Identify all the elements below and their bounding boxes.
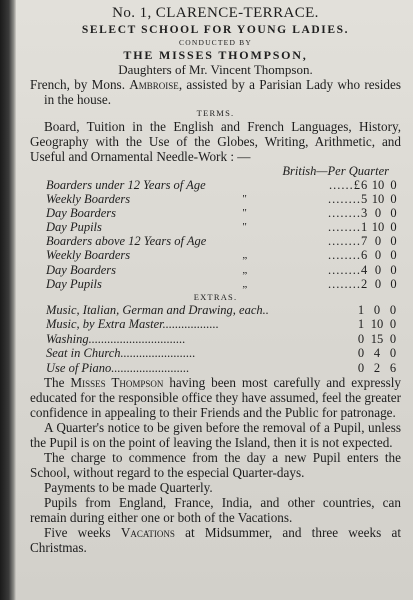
extra-shillings: 10 bbox=[370, 317, 384, 332]
currency-heading: British—Per Quarter bbox=[282, 164, 389, 178]
fee-label: Weekly Boarders bbox=[46, 248, 131, 263]
extra-label: Music, by Extra Master.................. bbox=[46, 317, 219, 332]
fee-shillings: 0 bbox=[374, 234, 382, 249]
fee-row bbox=[30, 263, 401, 277]
fee-label: Day Pupils bbox=[46, 276, 102, 291]
fee-row bbox=[30, 248, 401, 262]
fee-pence: 0 bbox=[390, 262, 397, 277]
fee-pounds: ........4 bbox=[327, 262, 369, 277]
extra-shillings: 0 bbox=[373, 302, 381, 317]
extra-shillings: 15 bbox=[370, 331, 384, 346]
fee-shillings: 0 bbox=[374, 276, 382, 291]
fee-label: Day Boarders bbox=[46, 206, 117, 221]
proprietors-name: THE MISSES THOMPSON, bbox=[123, 48, 308, 62]
terms-heading: TERMS. bbox=[196, 108, 235, 118]
extra-pounds: 0 bbox=[357, 331, 365, 346]
extra-pence: 0 bbox=[389, 317, 397, 332]
extra-label: Use of Piano......................... bbox=[46, 360, 190, 375]
conducted-by: CONDUCTED BY bbox=[179, 38, 252, 47]
fee-pence: 0 bbox=[390, 248, 397, 263]
extra-pence: 6 bbox=[389, 360, 397, 375]
address-heading: No. 1, CLARENCE-TERRACE. bbox=[112, 5, 319, 21]
fee-pounds: ........1 bbox=[327, 220, 369, 235]
fee-shillings: 10 bbox=[371, 178, 385, 192]
fee-ditto: " bbox=[242, 221, 247, 234]
extra-shillings: 2 bbox=[373, 360, 381, 375]
extra-row bbox=[30, 346, 401, 361]
extra-pence: 0 bbox=[389, 302, 397, 317]
fee-pence: 0 bbox=[390, 234, 397, 249]
fee-ditto: „ bbox=[242, 277, 248, 290]
fee-pence: 0 bbox=[390, 220, 397, 235]
fee-ditto bbox=[242, 178, 290, 192]
fee-row bbox=[30, 220, 401, 234]
extra-shillings: 4 bbox=[373, 346, 381, 361]
fee-pounds: ........6 bbox=[327, 248, 369, 263]
extra-row bbox=[30, 303, 401, 318]
fee-pence: 0 bbox=[390, 206, 397, 221]
fee-shillings: 0 bbox=[374, 262, 382, 277]
extra-row bbox=[30, 317, 401, 332]
fee-pence: 0 bbox=[390, 276, 397, 291]
extra-pounds: 0 bbox=[357, 360, 365, 375]
fee-label: Boarders under 12 Years of Age bbox=[46, 178, 206, 192]
extra-label: Seat in Church........................ bbox=[46, 346, 196, 361]
fee-row bbox=[30, 206, 401, 220]
extra-pounds: 1 bbox=[357, 317, 365, 332]
fee-ditto: " bbox=[242, 207, 247, 220]
fee-label: Weekly Boarders bbox=[46, 192, 131, 207]
extra-pounds: 1 bbox=[357, 302, 365, 317]
qualification-paragraph: The Misses Thompson having been most carefully and expressly educated for the responsible office they have assumed, feel the greater confidence in appealing to their Friends and the Public for patronage. bbox=[30, 375, 401, 421]
notice-paragraph: A Quarter's notice to be given before the removal of a Pupil, unless the Pupil is on the point of leaving the Island, then it is not expected. bbox=[30, 420, 401, 451]
fee-pounds: ........3 bbox=[327, 206, 369, 221]
vacations-paragraph: Five weeks Vacations at Midsummer, and three weeks at Christmas. bbox=[30, 525, 401, 556]
fee-label: Day Boarders bbox=[46, 262, 117, 277]
fee-pence: 0 bbox=[390, 178, 397, 192]
fee-ditto: „ bbox=[242, 249, 248, 262]
fee-ditto bbox=[242, 234, 290, 248]
fee-pounds: ........5 bbox=[327, 192, 369, 207]
fees-table bbox=[30, 178, 401, 291]
fee-ditto: " bbox=[242, 193, 247, 206]
extras-table bbox=[30, 303, 401, 376]
fee-row bbox=[30, 178, 401, 192]
fee-shillings: 0 bbox=[374, 248, 382, 263]
fee-row bbox=[30, 192, 401, 206]
daughters-line: Daughters of Mr. Vincent Thompson. bbox=[118, 62, 313, 77]
fee-pence: 0 bbox=[390, 192, 397, 207]
french-tutor-line: French, by Mons. Ambroise, assisted by a Parisian Lady who resides in the house. bbox=[30, 77, 401, 107]
fee-pounds: ........2 bbox=[327, 276, 369, 291]
fee-pounds: ......£6 bbox=[328, 178, 369, 192]
extras-heading: EXTRAS. bbox=[193, 291, 238, 302]
fee-row bbox=[30, 234, 401, 248]
fee-row bbox=[30, 277, 401, 291]
charge-paragraph: The charge to commence from the day a new Pupil enters the School, without regard to the especial Quarter-days. bbox=[30, 450, 401, 481]
fee-ditto: „ bbox=[242, 263, 248, 276]
extra-label: Washing............................... bbox=[46, 331, 186, 346]
fee-label: Boarders above 12 Years of Age bbox=[46, 234, 207, 249]
extra-row bbox=[30, 332, 401, 347]
extra-pence: 0 bbox=[389, 331, 397, 346]
terms-intro: Board, Tuition in the English and French Languages, History, Geography with the Use of the Globes, Writing, Arithmetic, and Useful and Ornamental Needle-Work : — bbox=[30, 119, 401, 164]
fee-shillings: 0 bbox=[374, 206, 382, 221]
fee-shillings: 10 bbox=[371, 220, 385, 235]
extra-label: Music, Italian, German and Drawing, each.. bbox=[46, 302, 269, 317]
book-spine-shadow bbox=[0, 0, 16, 600]
vacation-pupils-paragraph: Pupils from England, France, India, and other countries, can remain during either one or both of the Vacations. bbox=[30, 495, 401, 526]
extra-pounds: 0 bbox=[357, 346, 365, 361]
extra-row bbox=[30, 361, 401, 376]
fee-pounds: ........7 bbox=[327, 234, 369, 249]
payment-paragraph: Payments to be made Quarterly. bbox=[44, 480, 213, 496]
extra-pence: 0 bbox=[389, 346, 397, 361]
fee-shillings: 10 bbox=[371, 192, 385, 207]
fee-label: Day Pupils bbox=[46, 220, 102, 235]
school-title: SELECT SCHOOL FOR YOUNG LADIES. bbox=[81, 24, 350, 36]
